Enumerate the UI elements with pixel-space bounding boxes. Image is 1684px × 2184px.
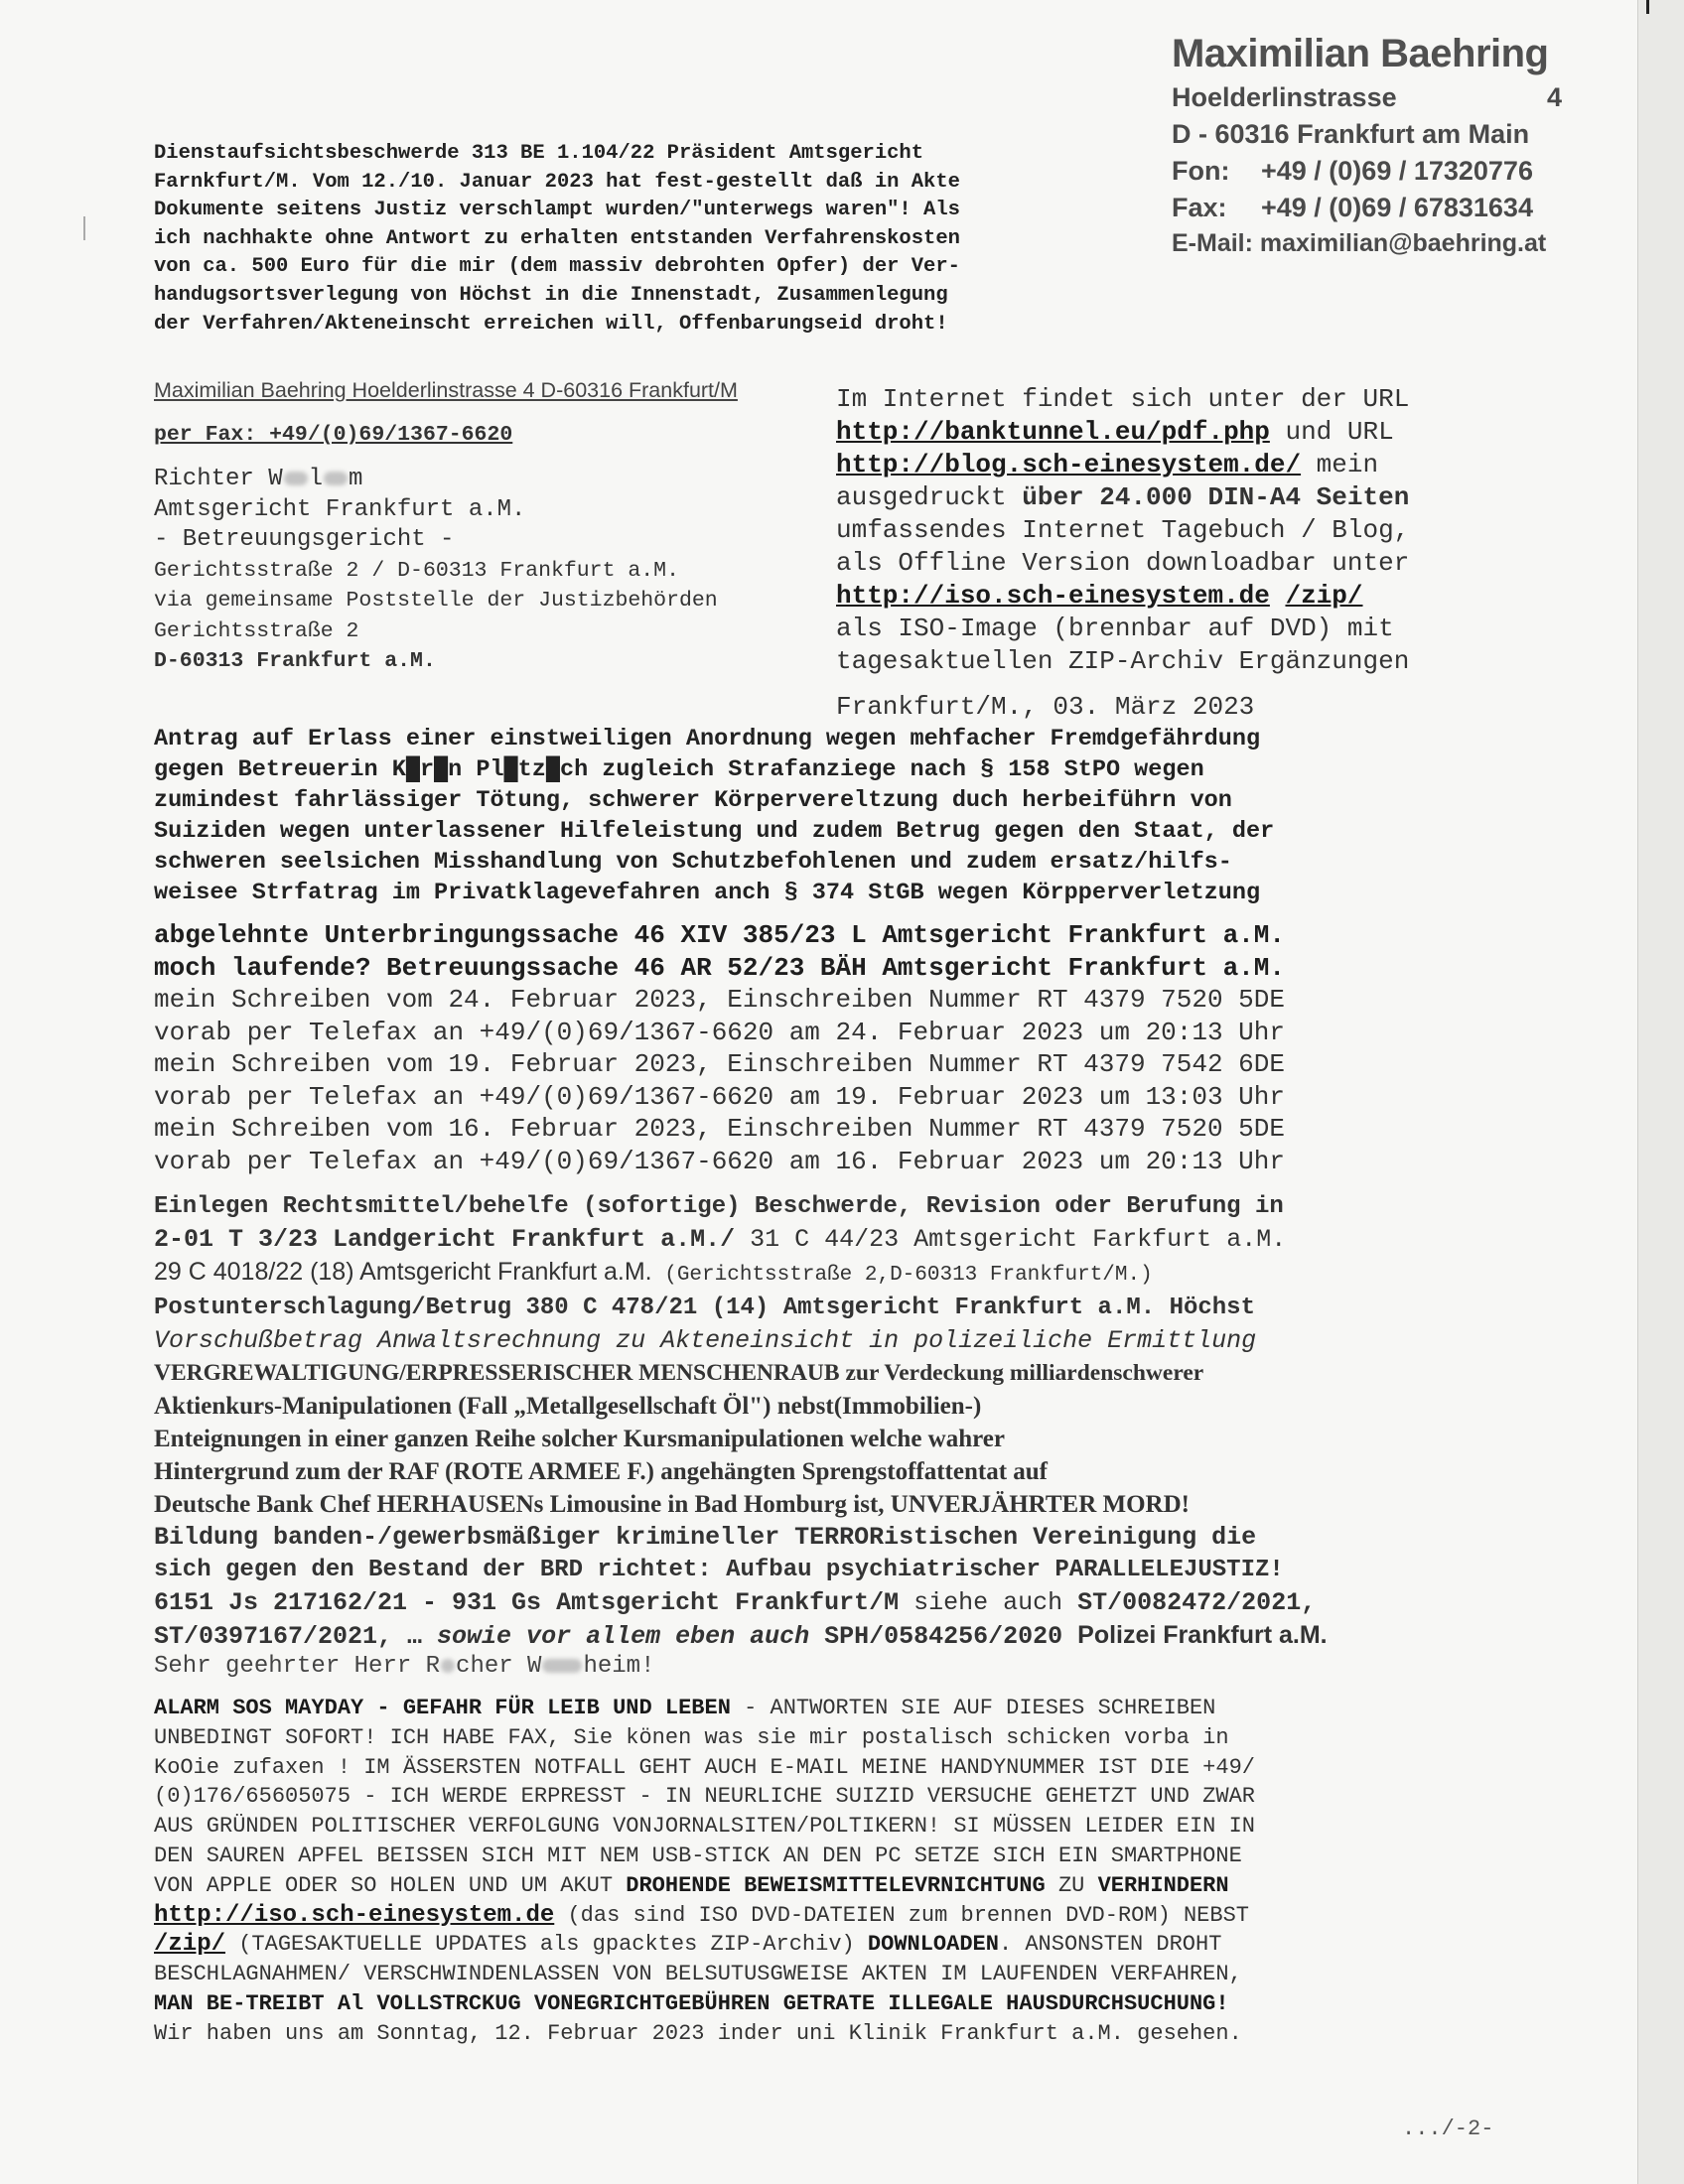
iso-link-2[interactable]: http://iso.sch-einesystem.de xyxy=(154,1901,555,1929)
alarm-text: (das sind ISO DVD-DATEIEN zum brennen DVD-ROM) NEBST xyxy=(554,1902,1249,1928)
recipient-street-2: Gerichtsstraße 2 xyxy=(154,618,359,643)
redaction-mark xyxy=(441,1659,455,1673)
page-number: .../-2- xyxy=(1402,2116,1494,2141)
intro-line: Farnkfurt/M. Vom 12./10. Januar 2023 hat fest-gestellt daß in Akte xyxy=(154,170,960,194)
recipient-judge-part: m xyxy=(349,466,363,492)
intro-line: ich nachhakte ohne Antwort zu erhalten entstanden Verfahrenskosten xyxy=(154,226,960,250)
alarm-line xyxy=(154,1694,1524,1723)
alarm-text: ZU xyxy=(1045,1872,1098,1898)
alarm-line xyxy=(154,1871,1524,1901)
subject-line: Suiziden wegen unterlassener Hilfeleistung und zudem Betrug gegen den Staat, der xyxy=(154,818,1275,845)
case-references xyxy=(154,919,1504,1177)
remedy-line: sich gegen den Bestand der BRD richtet: Aufbau psychiatrischer PARALLELEJUSTIZ! xyxy=(154,1557,1284,1583)
intro-line: von ca. 500 Euro für die mir (dem massiv debrohten Opfer) der Ver- xyxy=(154,255,960,279)
alarm-line: (0)176/65605075 - ICH WERDE ERPRESST - IN NEURLICHE SUIZID VERSUCHE GEHETZT UND ZWAR xyxy=(154,1784,1255,1810)
remedy-line: Deutsche Bank Chef HERHAUSENs Limousine in Bad Homburg ist, UNVERJÄHRTER MORD! xyxy=(154,1491,1190,1518)
recipient-street: Gerichtsstraße 2 / D-60313 Frankfurt a.M. xyxy=(154,558,679,583)
sender-house-number: 4 xyxy=(1547,82,1563,112)
remedy-line xyxy=(154,1223,1504,1256)
sender-city: D - 60316 Frankfurt am Main xyxy=(1172,119,1530,149)
sender-fax-row xyxy=(1172,193,1589,223)
alarm-line: AUS GRÜNDEN POLITISCHER VERFOLGUNG VONJORNALSITEN/POLTIKERN! SI MÜSSEN LEIDER EIN IN xyxy=(154,1814,1255,1840)
internet-text: mein xyxy=(1301,450,1379,479)
internet-line: als Offline Version downloadbar unter xyxy=(836,548,1410,578)
internet-line xyxy=(836,416,1511,449)
letter-ref-line: mein Schreiben vom 24. Februar 2023, Einschreiben Nummer RT 4379 7520 5DE xyxy=(154,985,1285,1015)
internet-line xyxy=(836,580,1511,613)
internet-line: tagesaktuellen ZIP-Archiv Ergänzungen xyxy=(836,646,1410,676)
scan-page-edge xyxy=(1637,0,1684,2184)
subject-line: zumindest fahrlässiger Tötung, schwerer Körpervereltzung duch herbeiführn von xyxy=(154,787,1232,814)
alarm-text: (TAGESAKTUELLE UPDATES als gpacktes ZIP-Archiv) xyxy=(225,1932,868,1958)
recipient-fax-line: per Fax: +49/(0)69/1367-6620 xyxy=(154,423,513,447)
case-ref-line: abgelehnte Unterbringungssache 46 XIV 385/23 L Amtsgericht Frankfurt a.M. xyxy=(154,920,1285,950)
remedy-text: SPH/0584256/2020 xyxy=(809,1622,1078,1651)
remedy-text: 29 C 4018/22 (18) Amtsgericht Frankfurt a.M. xyxy=(154,1258,652,1286)
fax-number: +49 / (0)69 / 67831634 xyxy=(1261,193,1533,222)
recipient-city: D-60313 Frankfurt a.M. xyxy=(154,649,436,673)
zip-link[interactable]: /zip/ xyxy=(1285,581,1363,611)
remedy-text: ST/0397167/2021, … xyxy=(154,1622,438,1651)
salutation-part: Sehr geehrter Herr R xyxy=(154,1653,441,1680)
redaction-mark xyxy=(284,472,308,485)
remedy-line: Postunterschlagung/Betrug 380 C 478/21 (14) Amtsgericht Frankfurt a.M. Höchst xyxy=(154,1295,1255,1321)
phone-number: +49 / (0)69 / 17320776 xyxy=(1261,156,1533,186)
alarm-line: BESCHLAGNAHMEN/ VERSCHWINDENLASSEN VON BELSUTUSGWEISE AKTEN IM LAUFENDEN VERFAHREN, xyxy=(154,1962,1242,1987)
sender-address-line: Maximilian Baehring Hoelderlinstrasse 4 D-60316 Frankfurt/M xyxy=(154,378,738,402)
fax-label: Fax: xyxy=(1172,193,1227,222)
alarm-paragraph xyxy=(154,1694,1524,2049)
remedy-text: ST/0082472/2021, xyxy=(1077,1588,1317,1617)
alarm-text: DROHENDE BEWEISMITTELEVRNICHTUNG xyxy=(626,1872,1046,1898)
sender-street-row xyxy=(1172,82,1589,113)
alarm-text: . ANSONSTEN DROHT xyxy=(998,1932,1222,1958)
iso-link[interactable]: http://iso.sch-einesystem.de xyxy=(836,581,1270,611)
internet-text: und URL xyxy=(1269,417,1394,447)
alarm-text: VERHINDERN xyxy=(1097,1872,1229,1898)
remedy-line: Einlegen Rechtsmittel/behelfe (sofortige) Beschwerde, Revision oder Berufung in xyxy=(154,1193,1284,1220)
alarm-line: UNBEDINGT SOFORT! ICH HABE FAX, Sie könen was sie mir postalisch schicken vorba in xyxy=(154,1724,1229,1750)
phone-label: Fon: xyxy=(1172,156,1230,186)
redaction-mark xyxy=(542,1659,582,1673)
alarm-line: KoOie zufaxen ! IM ÄSSERSTEN NOTFALL GEHT AUCH E-MAIL MEINE HANDYNUMMER IST DIE +49/ xyxy=(154,1754,1255,1780)
recipient-judge xyxy=(154,465,718,495)
intro-line: handugsortsverlegung von Höchst in die Innenstadt, Zusammenlegung xyxy=(154,283,948,307)
recipient-via: via gemeinsame Poststelle der Justizbehörden xyxy=(154,589,718,613)
recipient-judge-part: Richter W xyxy=(154,466,283,492)
recipient-judge-part: l xyxy=(308,466,324,492)
remedy-line: Vorschußbetrag Anwaltsrechnung zu Akteneinsicht in polizeiliche Ermittlung xyxy=(154,1326,1257,1355)
letter-ref-line: mein Schreiben vom 19. Februar 2023, Einschreiben Nummer RT 4379 7542 6DE xyxy=(154,1049,1285,1079)
remedy-text: (Gerichtsstraße 2,D-60313 Frankfurt/M.) xyxy=(651,1264,1153,1287)
sender-email: E-Mail: maximilian@baehring.at xyxy=(1172,229,1547,257)
internet-line xyxy=(836,449,1511,481)
alarm-text: - ANTWORTEN SIE AUF DIESES SCHREIBEN xyxy=(730,1696,1216,1720)
letterhead xyxy=(1172,32,1589,258)
remedy-text: Polizei Frankfurt a.M. xyxy=(1077,1621,1328,1649)
remedy-line: Bildung banden-/gewerbsmäßiger krimineller TERRORistischen Vereinigung die xyxy=(154,1523,1257,1552)
letter-ref-line: vorab per Telefax an +49/(0)69/1367-6620 am 19. Februar 2023 um 13:03 Uhr xyxy=(154,1081,1285,1112)
subject-line: weisee Strfatrag im Privatklagevefahren anch § 374 StGB wegen Körpperverletzung xyxy=(154,880,1261,906)
internet-line xyxy=(836,481,1511,514)
remedy-line xyxy=(154,1586,1504,1619)
subject-line: Antrag auf Erlass einer einstweiligen Anordnung wegen mehfacher Fremdgefährdung xyxy=(154,726,1261,752)
letter-ref-line: vorab per Telefax an +49/(0)69/1367-6620 am 24. Februar 2023 um 20:13 Uhr xyxy=(154,1017,1285,1047)
subject-paragraph xyxy=(154,724,1504,908)
alarm-line: Wir haben uns am Sonntag, 12. Februar 2023 inder uni Klinik Frankfurt a.M. gesehen. xyxy=(154,2020,1242,2046)
page-count-text: über 24.000 DIN-A4 Seiten xyxy=(1022,482,1410,512)
zip-link-2[interactable]: /zip/ xyxy=(154,1931,226,1959)
internet-text: ausgedruckt xyxy=(836,482,1023,512)
sender-street: Hoelderlinstrasse xyxy=(1172,82,1397,112)
internet-line: Im Internet findet sich unter der URL xyxy=(836,384,1410,414)
intro-line: der Verfahren/Akteneinscht erreichen will, Offenbarungseid droht! xyxy=(154,312,948,336)
salutation xyxy=(154,1653,654,1680)
letter-ref-line: mein Schreiben vom 16. Februar 2023, Einschreiben Nummer RT 4379 7520 5DE xyxy=(154,1114,1285,1144)
intro-line: Dokumente seitens Justiz verschlampt wurden/"unterwegs waren"! Als xyxy=(154,199,960,222)
alarm-text: ALARM SOS MAYDAY - GEFAHR FÜR LEIB UND LEBEN xyxy=(154,1696,731,1720)
remedy-line: Hintergrund zum der RAF (ROTE ARMEE F.) angehängten Sprengstoffattentat auf xyxy=(154,1458,1049,1485)
recipient-address xyxy=(154,465,718,677)
recipient-department: - Betreuungsgericht - xyxy=(154,526,455,553)
subject-line: gegen Betreuerin K█r█n Pl█tz█ch zugleich Strafanziege nach § 158 StPO wegen xyxy=(154,756,1204,783)
remedy-text: sowie vor allem eben auch xyxy=(437,1622,810,1651)
alarm-text: VON APPLE ODER SO HOLEN UND UM AKUT xyxy=(154,1872,627,1898)
intro-paragraph xyxy=(154,140,1147,339)
remedy-line: Aktienkurs-Manipulationen (Fall „Metallgesellschaft Öl") nebst(Immobilien-) xyxy=(154,1393,982,1420)
alarm-line: DEN SAUREN APFEL BEISSEN SICH MIT NEM USB-STICK AN DEN PC SETZE SICH EIN SMARTPHONE xyxy=(154,1843,1242,1868)
internet-line: umfassendes Internet Tagebuch / Blog, xyxy=(836,515,1410,545)
sender-phone-row xyxy=(1172,156,1589,187)
sender-name: Maximilian Baehring xyxy=(1172,32,1549,75)
remedy-text: 2-01 T 3/23 Landgericht Frankfurt a.M./ xyxy=(154,1225,736,1254)
remedy-text: 31 C 44/23 Amtsgericht Farkfurt a.M. xyxy=(735,1225,1287,1254)
banktunnel-link[interactable]: http://banktunnel.eu/pdf.php xyxy=(836,417,1270,447)
blog-link[interactable]: http://blog.sch-einesystem.de/ xyxy=(836,450,1302,479)
case-ref-line: moch laufende? Betreuungssache 46 AR 52/23 BÄH Amtsgericht Frankfurt a.M. xyxy=(154,952,1285,983)
alarm-text: DOWNLOADEN xyxy=(867,1932,999,1958)
remedy-line xyxy=(154,1256,1504,1292)
remedy-line xyxy=(154,1619,1504,1653)
internet-info-block xyxy=(836,383,1511,678)
recipient-court: Amtsgericht Frankfurt a.M. xyxy=(154,495,526,523)
redaction-mark xyxy=(324,472,348,485)
remedy-line: Enteignungen in einer ganzen Reihe solcher Kursmanipulationen welche wahrer xyxy=(154,1426,1005,1452)
remedy-text: 6151 Js 217162/21 - 931 Gs Amtsgericht Frankfurt/M xyxy=(154,1588,900,1617)
legal-remedy-block xyxy=(154,1190,1504,1653)
subject-line: schweren seelsichen Misshandlung von Schutzbefohlenen und zudem ersatz/hilfs- xyxy=(154,849,1232,876)
letter-ref-line: vorab per Telefax an +49/(0)69/1367-6620 am 16. Februar 2023 um 20:13 Uhr xyxy=(154,1146,1285,1176)
alarm-line: MAN BE-TREIBT Al VOLLSTRCKUG VONEGRICHTGEBÜHREN GETRATE ILLEGALE HAUSDURCHSUCHUNG! xyxy=(154,1990,1229,2016)
salutation-part: cher W xyxy=(456,1653,542,1680)
letter-date: Frankfurt/M., 03. März 2023 xyxy=(836,692,1255,722)
remedy-line: VERGREWALTIGUNG/ERPRESSERISCHER MENSCHENRAUB zur Verdeckung milliardenschwerer xyxy=(154,1360,1204,1386)
scan-margin-mark xyxy=(83,216,85,240)
alarm-line xyxy=(154,1901,1524,1931)
alarm-line xyxy=(154,1930,1524,1960)
intro-line: Dienstaufsichtsbeschwerde 313 BE 1.104/22 Präsident Amtsgericht xyxy=(154,142,924,165)
salutation-part: heim! xyxy=(583,1653,655,1680)
internet-line: als ISO-Image (brennbar auf DVD) mit xyxy=(836,614,1394,643)
remedy-text: siehe auch xyxy=(899,1588,1078,1617)
